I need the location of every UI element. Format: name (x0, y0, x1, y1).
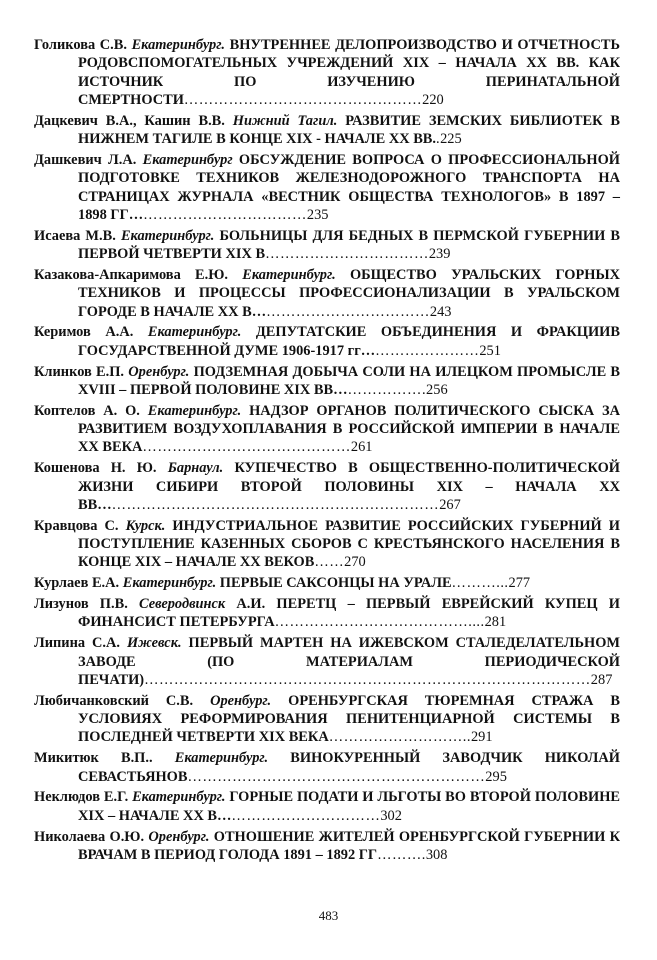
entry-leader: ………………………………………………………… (111, 496, 440, 513)
entry-leader: …………………………………………………… (187, 768, 486, 785)
entry-leader: ………………… (375, 342, 480, 359)
entry-page-number: 239 (428, 246, 451, 263)
entry-author: Курлаев Е.А. (34, 575, 120, 592)
entry-title: ОБЩЕСТВО УРАЛЬСКИХ ГОРНЫХ ТЕХНИКОВ И ПРОЦЕССЫ ПРОФЕССИОНАЛИЗАЦИИ В УРАЛЬСКОМ ГОРОДЕ В НАЧАЛЕ XX В… (78, 266, 620, 320)
entry-leader: …………………………… (266, 303, 430, 320)
entry-leader: . (436, 131, 441, 148)
entry-author: Лизунов П.В. (34, 596, 128, 613)
toc-entry (34, 459, 620, 514)
entry-author: Кошенова Н. Ю. (34, 460, 157, 477)
entry-title: РАЗВИТИЕ ЗЕМСКИХ БИБЛИОТЕК В НИЖНЕМ ТАГИЛЕ В КОНЦЕ XIX - НАЧАЛЕ XX ВВ. (78, 112, 620, 148)
toc-entry (34, 788, 620, 825)
toc-entry (34, 595, 620, 632)
entry-title: ВИНОКУРЕННЫЙ ЗАВОДЧИК НИКОЛАЙ СЕВАСТЬЯНОВ (78, 750, 620, 785)
toc-entry (34, 402, 620, 457)
entry-page-number: 251 (479, 342, 501, 359)
page-number: 483 (318, 908, 339, 923)
entry-city: Северодвинск (139, 596, 226, 613)
entry-title: А.И. ПЕРЕТЦ – ПЕРВЫЙ ЕВРЕЙСКИЙ КУПЕЦ И ФИНАНСИСТ ПЕТЕРБУРГА (78, 596, 620, 631)
entry-page-number: 308 (425, 846, 448, 863)
entry-city: Нижний Тагил. (232, 112, 338, 129)
entry-city: Екатеринбург. (120, 227, 215, 244)
entry-title: ИНДУСТРИАЛЬНОЕ РАЗВИТИЕ РОССИЙСКИХ ГУБЕРНИЙ И ПОСТУПЛЕНИЕ КАЗЕННЫХ СБОРОВ С КРЕСТЬЯНСКОГО НАСЕЛЕНИЯ В КОНЦЕ XIX – НАЧАЛЕ XX ВЕКОВ (78, 517, 620, 571)
entry-city: Екатеринбург. (132, 789, 226, 806)
entry-leader: ………………………………….... (274, 614, 485, 631)
table-of-contents (34, 36, 620, 867)
entry-author: Клинков Е.П. (34, 363, 125, 380)
entry-city: Оренбург. (210, 692, 272, 709)
toc-entry (34, 749, 620, 786)
entry-leader: ………………………………………… (183, 91, 423, 108)
entry-leader: ……………. (347, 381, 427, 398)
entry-leader: …………………………………… (142, 439, 351, 456)
entry-title: ПЕРВЫЕ САКСОНЦЫ НА УРАЛЕ (219, 575, 452, 592)
entry-title: ДЕПУТАТСКИЕ ОБЪЕДИНЕНИЯ И ФРАКЦИИВ ГОСУДАРСТВЕННОЙ ДУМЕ 1906-1917 гг… (78, 324, 620, 359)
entry-author: Керимов А.А. (34, 324, 134, 341)
entry-title: КУПЕЧЕСТВО В ОБЩЕСТВЕННО-ПОЛИТИЧЕСКОЙ ЖИЗНИ СИБИРИ ВТОРОЙ ПОЛОВИНЫ XIX – НАЧАЛА XX ВВ… (78, 460, 620, 513)
entry-title: ВНУТРЕННЕЕ ДЕЛОПРОИЗВОДСТВО И ОТЧЕТНОСТЬ РОДОВСПОМОГАТЕЛЬНЫХ УЧРЕЖДЕНИЙ XIX – НАЧАЛА XX ВВ. КАК ИСТОЧНИК ПО ИЗУЧЕНИЮ ПЕРИНАТАЛЬНОЙ СМЕРТНОСТИ (78, 37, 620, 108)
entry-leader: …… (314, 554, 345, 571)
toc-entry (34, 363, 620, 400)
page-footer (0, 908, 657, 924)
toc-entry (34, 828, 620, 865)
toc-entry (34, 574, 620, 592)
entry-author: Любичанковский С.В. (34, 692, 194, 709)
entry-leader: …………………………… (143, 206, 307, 223)
entry-leader: ………………………… (231, 807, 381, 824)
toc-entry (34, 692, 620, 747)
entry-city: Екатеринбург. (147, 324, 242, 341)
entry-author: Липина С.А. (34, 635, 121, 652)
entry-page-number: 281 (484, 614, 507, 631)
toc-entry (34, 36, 620, 109)
toc-entry (34, 227, 620, 264)
entry-author: Исаева М.В. (34, 227, 116, 244)
entry-page-number: 270 (344, 554, 366, 571)
entry-title: ПЕРВЫЙ МАРТЕН НА ИЖЕВСКОМ СТАЛЕДЕЛАТЕЛЬНОМ ЗАВОДЕ (ПО МАТЕРИАЛАМ ПЕРИОДИЧЕСКОЙ ПЕЧАТИ) (78, 635, 620, 688)
toc-entry (34, 634, 620, 689)
entry-author: Микитюк В.П.. (34, 750, 153, 767)
entry-leader: ……………………….. (328, 729, 471, 746)
entry-author: Дашкевич Л.А. (34, 151, 137, 168)
entry-city: Екатеринбург. (147, 402, 242, 419)
entry-page-number: 225 (440, 131, 462, 148)
entry-city: Екатеринбург. (122, 575, 217, 592)
entry-city: Курск. (125, 517, 166, 534)
entry-page-number: 295 (485, 768, 507, 785)
entry-page-number: 243 (429, 303, 452, 320)
toc-entry (34, 151, 620, 224)
entry-leader: …………………………… (265, 246, 429, 263)
toc-entry (34, 517, 620, 572)
entry-city: Екатеринбург. (242, 266, 336, 283)
entry-page-number: 267 (439, 496, 461, 513)
entry-city: Екатеринбург. (131, 37, 225, 53)
entry-title: ОБСУЖДЕНИЕ ВОПРОСА О ПРОФЕССИОНАЛЬНОЙ ПОДГОТОВКЕ ТЕХНИКОВ ЖЕЛЕЗНОДОРОЖНОГО ТРАНСПОРТА НА СТРАНИЦАХ ЖУРНАЛА «ВЕСТНИК ОБЩЕСТВА ТЕХНОЛОГОВ» В 1897 – 1898 ГГ… (78, 151, 620, 223)
entry-author: Николаева О.Ю. (34, 828, 145, 845)
entry-author: Неклюдов Е.Г. (34, 789, 129, 806)
entry-page-number: 235 (306, 206, 329, 223)
entry-title: НАДЗОР ОРГАНОВ ПОЛИТИЧЕСКОГО СЫСКА ЗА РАЗВИТИЕМ ВОЗДУХОПЛАВАНИЯ В РОССИЙСКОЙ ИМПЕРИИ В НАЧАЛЕ XX ВЕКА (78, 402, 620, 456)
entry-author: Коптелов А. О. (34, 402, 140, 419)
entry-author: Кравцова С. (34, 517, 119, 534)
toc-entry (34, 112, 620, 149)
entry-page-number: 220 (422, 91, 444, 108)
entry-page-number: 291 (470, 729, 493, 746)
entry-author: Казакова-Апкаримова Е.Ю. (34, 266, 229, 283)
entry-leader: ……………………………………………………………………………… (144, 671, 591, 688)
entry-title: БОЛЬНИЦЫ ДЛЯ БЕДНЫХ В ПЕРМСКОЙ ГУБЕРНИИ В ПЕРВОЙ ЧЕТВЕРТИ XIX В (78, 227, 620, 263)
entry-title: ГОРНЫЕ ПОДАТИ И ЛЬГОТЫ ВО ВТОРОЙ ПОЛОВИНЕ XIX – НАЧАЛЕ XX В… (78, 789, 620, 824)
entry-page-number: 277 (508, 575, 531, 592)
entry-city: Оренбург. (148, 828, 210, 845)
entry-page-number: 302 (380, 807, 402, 824)
entry-page-number: 287 (590, 671, 613, 688)
entry-author: Дацкевич В.А., Кашин В.В. (34, 112, 225, 129)
toc-entry (34, 323, 620, 360)
entry-city: Оренбург. (128, 363, 190, 380)
entry-title: ПОДЗЕМНАЯ ДОБЫЧА СОЛИ НА ИЛЕЦКОМ ПРОМЫСЛЕ В XVIII – ПЕРВОЙ ПОЛОВИНЕ XIX ВВ… (78, 363, 620, 398)
entry-city: Екатеринбург. (174, 750, 269, 767)
entry-title: ОРЕНБУРГСКАЯ ТЮРЕМНАЯ СТРАЖА В УСЛОВИЯХ РЕФОРМИРОВАНИЯ ПЕНИТЕНЦИАРНОЙ СИСТЕМЫ В ПОСЛЕДНЕЙ ЧЕТВЕРТИ XIX ВЕКА (78, 692, 621, 746)
entry-city: Ижевск. (126, 635, 182, 652)
entry-author: Голикова С.В. (34, 37, 127, 53)
entry-page-number: 256 (426, 381, 448, 398)
entry-city: Екатеринбург (142, 151, 233, 168)
entry-leader: ………... (451, 575, 509, 592)
entry-page-number: 261 (350, 439, 373, 456)
entry-leader: ………. (377, 846, 426, 863)
entry-city: Барнаул. (167, 460, 224, 477)
toc-entry (34, 266, 620, 321)
entry-title: ОТНОШЕНИЕ ЖИТЕЛЕЙ ОРЕНБУРГСКОЙ ГУБЕРНИИ К ВРАЧАМ В ПЕРИОД ГОЛОДА 1891 – 1892 ГГ (78, 828, 620, 863)
